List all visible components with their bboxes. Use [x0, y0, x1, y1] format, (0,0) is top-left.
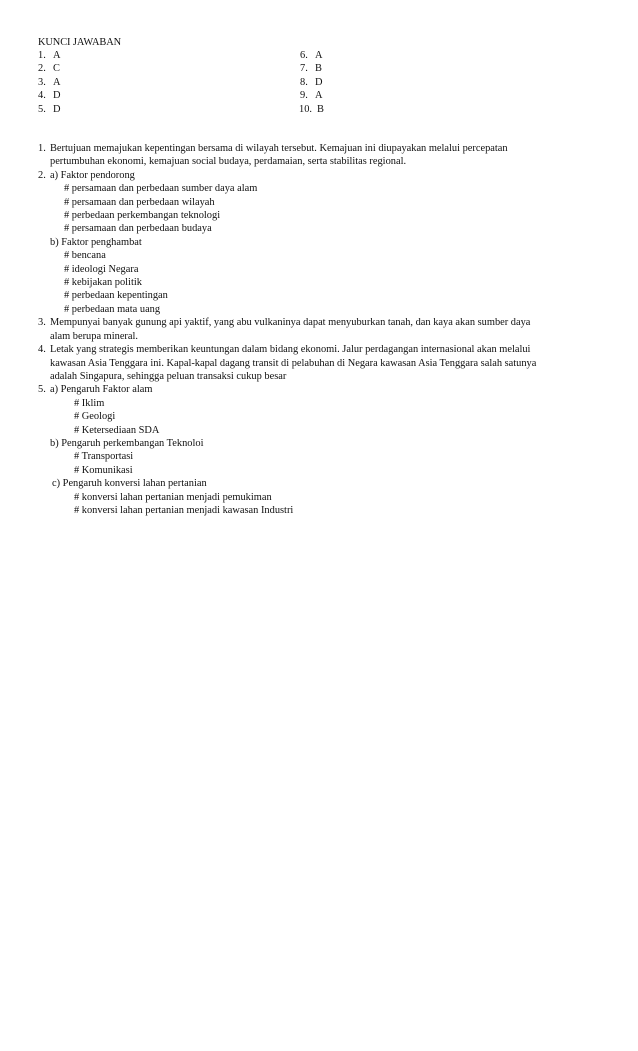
essay-answer-2: 2. a) Faktor pendorong # persamaan dan perbedaan sumber daya alam # persamaan dan perbedaan wilayah # perbedaan perkembangan teknologi # persamaan dan perbedaan budaya b) Faktor penghambat # bencana # ideologi Negara # kebijakan politik # perbedaan kepentingan # perbedaan mata uang — [38, 169, 608, 316]
answer-key-right: 9. A — [300, 90, 323, 102]
answer-key-left: 3. A — [38, 76, 61, 88]
answer-key-list — [38, 49, 358, 116]
answer-text-line: alam berupa mineral. — [50, 330, 138, 342]
essay-answer-5: 5. a) Pengaruh Faktor alam # Iklim # Geologi # Ketersediaan SDA b) Pengaruh perkembangan Teknoloi # Transportasi # Komunikasi c) Pengaruh konversi lahan pertanian # konversi lahan pertanian menjadi pemukiman # konversi lahan pertanian menjadi kawasan Industri — [38, 383, 608, 517]
answer-key-row — [38, 62, 358, 75]
sub-heading: b) Faktor penghambat — [50, 236, 142, 248]
sub-heading: c) Pengaruh konversi lahan pertanian — [52, 478, 207, 490]
answer-key-left: 2. C — [38, 63, 60, 75]
answer-text-line: Mempunyai banyak gunung api yaktif, yang abu vulkaninya dapat menyuburkan tanah, dan kaya akan sumber daya — [50, 317, 531, 329]
essay-answer-3: 3. Mempunyai banyak gunung api yaktif, yang abu vulkaninya dapat menyuburkan tanah, dan kaya akan sumber daya alam berupa mineral. — [38, 316, 608, 343]
page-title: KUNCI JAWABAN — [38, 37, 122, 48]
answer-key-right: 8. D — [300, 76, 323, 88]
bullet-item: # bencana — [64, 250, 106, 262]
answer-key-row — [38, 89, 358, 102]
answer-text-line: adalah Singapura, sehingga peluan transaksi cukup besar — [50, 370, 287, 382]
answer-key-left: 1. A — [38, 50, 61, 61]
answer-text-line: Bertujuan memajukan kepentingan bersama di wilayah tersebut. Kemajuan ini diupayakan melalui percepatan — [50, 143, 508, 154]
answer-key-right: 10. B — [299, 103, 324, 115]
bullet-item: # Transportasi — [74, 451, 134, 463]
answer-key-left: 4. D — [38, 90, 61, 102]
sub-heading: a) Pengaruh Faktor alam — [50, 384, 153, 396]
bullet-item: # persamaan dan perbedaan wilayah — [64, 196, 215, 208]
sub-heading: b) Pengaruh perkembangan Teknoloi — [50, 437, 204, 449]
answer-text-line: pertumbuhan ekonomi, kemajuan social budaya, perdamaian, serta stabilitas regional. — [50, 156, 407, 168]
sub-heading: a) Faktor pendorong — [50, 169, 135, 181]
bullet-item: # persamaan dan perbedaan budaya — [64, 223, 212, 235]
bullet-item: # konversi lahan pertanian menjadi pemukiman — [74, 491, 272, 503]
bullet-item: # konversi lahan pertanian menjadi kawasan Industri — [74, 504, 294, 516]
essay-answer-1: 1. Bertujuan memajukan kepentingan bersama di wilayah tersebut. Kemajuan ini diupayakan melalui percepatan pertumbuhan ekonomi, kemajuan social budaya, perdamaian, serta stabilitas regional. — [38, 142, 608, 169]
bullet-item: # Ketersediaan SDA — [74, 424, 160, 436]
bullet-item: # perbedaan perkembangan teknologi — [64, 210, 221, 222]
essay-answer-4: 4. Letak yang strategis memberikan keuntungan dalam bidang ekonomi. Jalur perdagangan internasional akan melalui kawasan Asia Tenggara ini. Kapal-kapal dagang transit di pelabuhan di Negara kawasan Asia Tenggara salah satunya adalah Singapura, sehingga peluan transaksi cukup besar — [38, 343, 608, 383]
answer-text-line: kawasan Asia Tenggara ini. Kapal-kapal dagang transit di pelabuhan di Negara kawasan Asia Tenggara salah satunya — [50, 357, 537, 369]
answer-key-right: 7. B — [300, 63, 322, 75]
answer-key-row — [38, 49, 358, 62]
bullet-item: # Geologi — [74, 411, 116, 423]
bullet-item: # Iklim — [74, 397, 105, 409]
answer-key-row — [38, 76, 358, 89]
bullet-item: # kebijakan politik — [64, 277, 142, 289]
bullet-item: # perbedaan mata uang — [64, 303, 161, 315]
bullet-item: # persamaan dan perbedaan sumber daya alam — [64, 183, 258, 195]
answer-key-row — [38, 103, 358, 116]
bullet-item: # perbedaan kepentingan — [64, 290, 168, 302]
answer-text-line: Letak yang strategis memberikan keuntungan dalam bidang ekonomi. Jalur perdagangan internasional akan melalui — [50, 344, 531, 356]
essay-answers — [38, 142, 608, 517]
bullet-item: # ideologi Negara — [64, 263, 139, 275]
answer-key-right: 6. A — [300, 50, 323, 61]
answer-key-left: 5. D — [38, 103, 61, 115]
bullet-item: # Komunikasi — [74, 464, 133, 476]
